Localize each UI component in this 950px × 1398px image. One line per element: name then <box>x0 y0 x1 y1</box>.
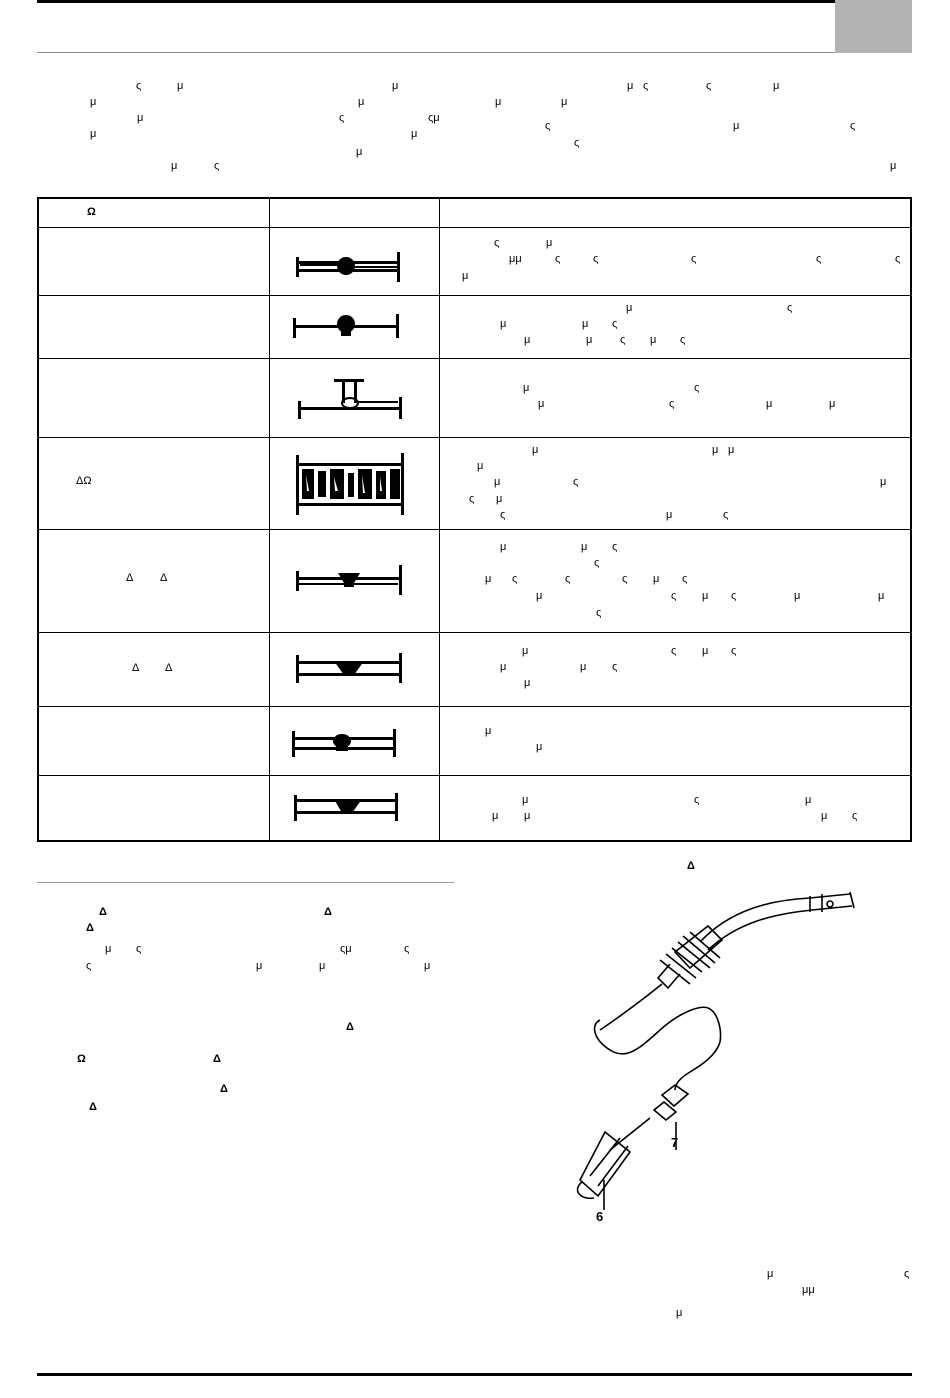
weld-diagram-8 <box>292 791 404 825</box>
weld-diagram-4 <box>294 451 406 521</box>
header-rule <box>37 52 835 53</box>
figure-title: Δ <box>687 860 695 872</box>
row-divider <box>39 706 910 707</box>
row-divider <box>39 632 910 633</box>
row-divider <box>39 529 910 530</box>
weld-diagram-2 <box>291 312 403 342</box>
weld-diagram-1 <box>294 247 404 283</box>
welding-torch-illustration <box>550 880 870 1240</box>
table-header-col1: Ω <box>87 206 96 218</box>
page-tab-marker <box>835 0 912 53</box>
row-divider <box>39 437 910 438</box>
weld-diagram-5 <box>294 563 406 599</box>
callout-6: 6 <box>596 1209 604 1224</box>
weld-diagram-3 <box>296 377 406 421</box>
weld-diagram-6 <box>294 651 406 685</box>
weld-defects-table: Ω ς μ μμ ς ς ς ς ς μ μ ς μ μ ς μ μ ς μ ς μ ς μ ς μ μ ΔΩ μ μ μ μ μ ς μ ς μ ς μ ς Δ Δ μ μ ς ς μ ς ς ς μ ς μ ς μ ς μ μ ς Δ Δ μ ς μ ς μ μ ς μ μ μ μ ς μ μ μ μ ς <box>37 197 912 842</box>
row-divider <box>39 295 910 296</box>
section-rule <box>37 882 454 883</box>
weld-diagram-7 <box>290 727 402 759</box>
row-divider <box>39 358 910 359</box>
bottom-rule <box>37 1373 912 1376</box>
callout-7: 7 <box>671 1135 679 1150</box>
row-divider <box>39 227 910 228</box>
top-rule <box>37 0 835 3</box>
row-divider <box>39 775 910 776</box>
